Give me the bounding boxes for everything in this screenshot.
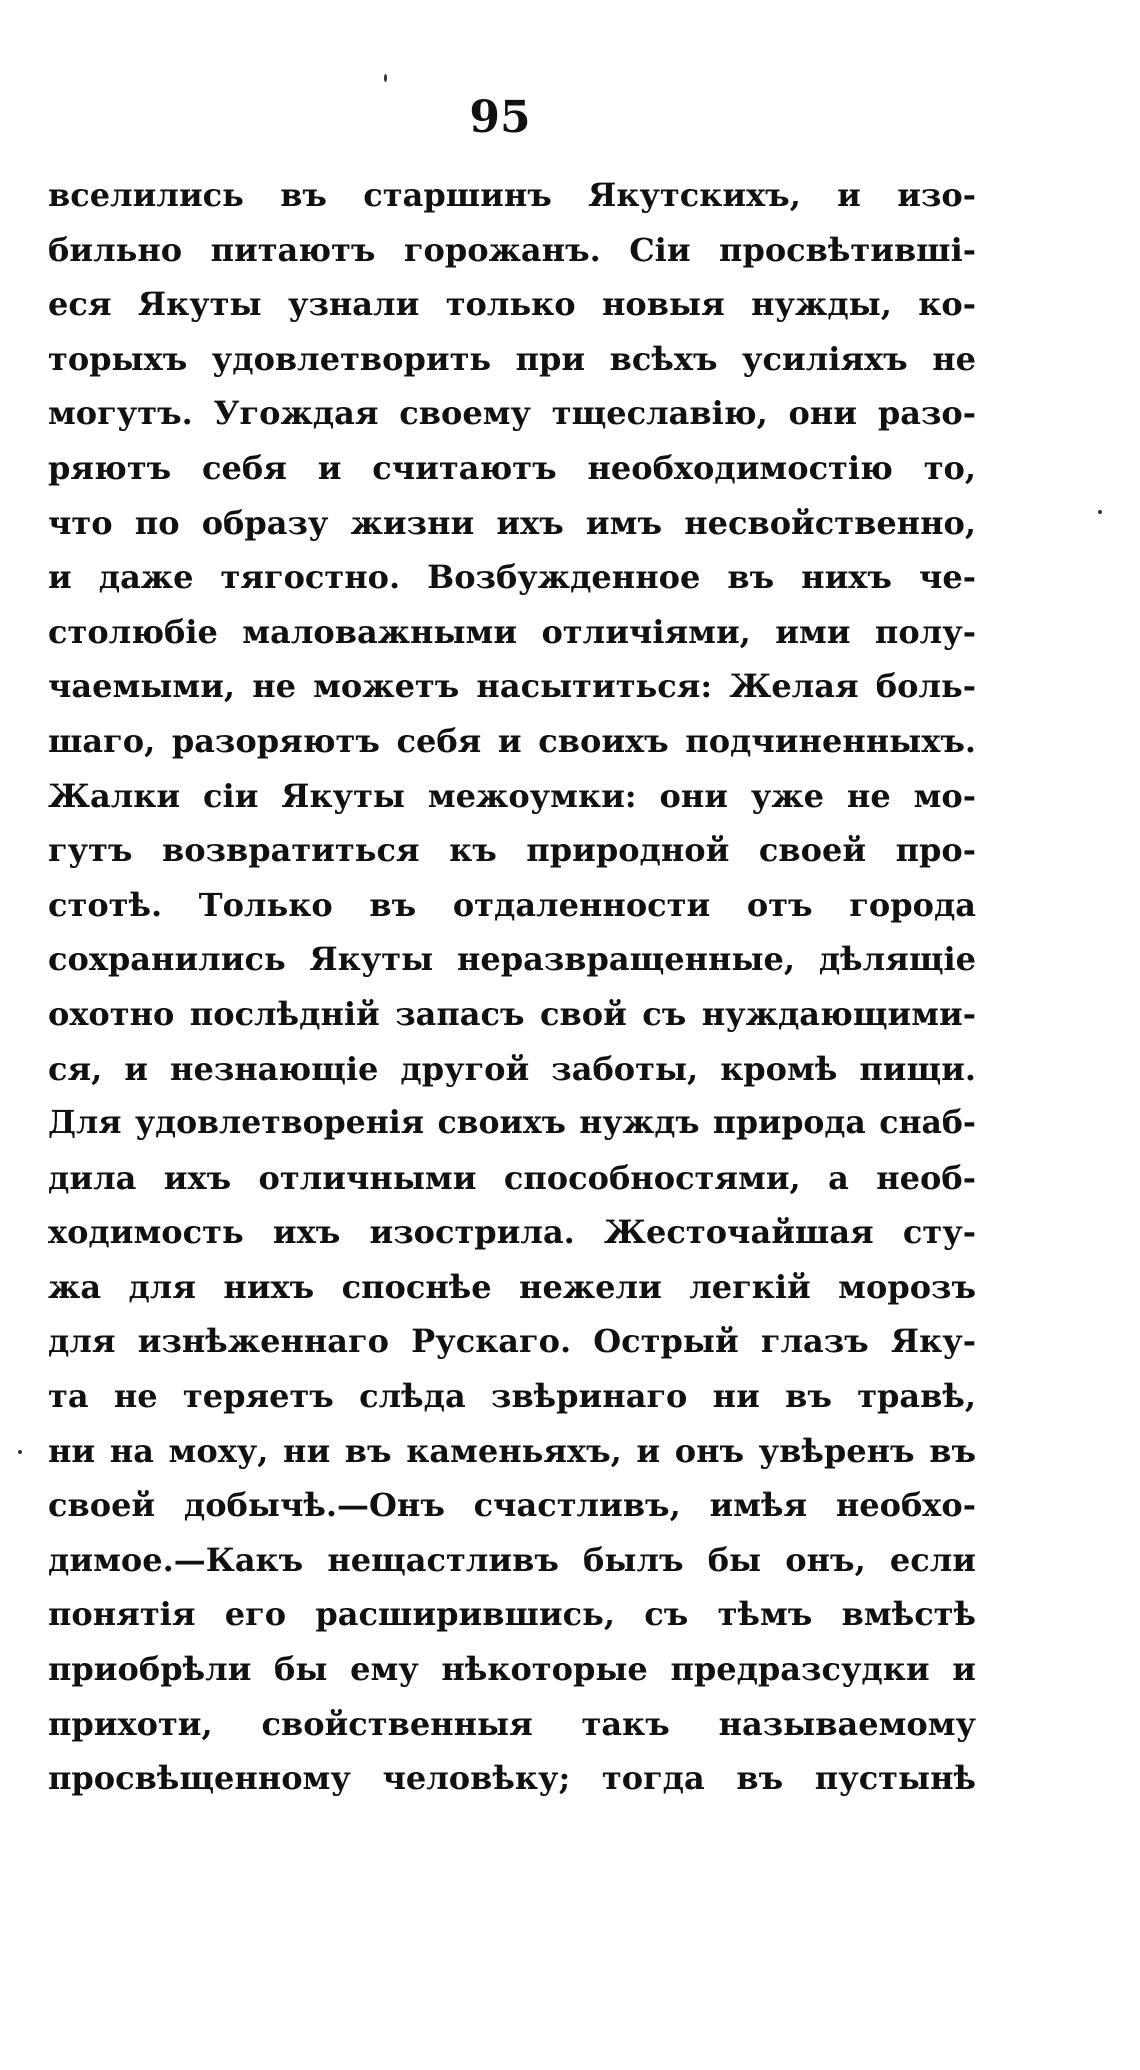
text-line: для изнѣженнаго Рускаго. Острый глазъ Яку- [48,1322,976,1361]
text-line: охотно послѣдній запасъ свой съ нуждающими- [48,994,976,1033]
text-line: Для удовлетворенія своихъ нуждъ природа снаб- [48,1104,976,1142]
text-line: и даже тягостно. Возбужденное въ нихъ че- [48,558,976,597]
text-line: прихоти, свойственныя такъ называемому [48,1704,976,1743]
text-line: своей добычѣ.—Онъ счастливъ, имѣя необхо- [48,1486,976,1525]
text-line: сохранились Якуты неразвращенные, дѣлящіе [48,940,976,979]
text-line: димое.—Какъ нещастливъ былъ бы онъ, если [48,1540,976,1579]
text-line: гутъ возвратиться къ природной своей про- [48,831,976,870]
text-line: просвѣщенному человѣку; тогда въ пустынѣ [48,1759,976,1798]
text-line: торыхъ удовлетворить при всѣхъ усиліяхъ не [48,339,976,378]
page-number: 95 [469,92,531,143]
text-line: ся, и незнающіе другой заботы, кромѣ пищи. [48,1049,976,1088]
text-line: могутъ. Угождая своему тщеславію, они разо- [48,394,976,433]
text-line: ходимость ихъ изострила. Жесточайшая сту- [48,1213,976,1252]
text-line: приобрѣли бы ему нѣкоторые предразсудки и [48,1650,976,1689]
text-line: Жалки сіи Якуты межоумки: они уже не мо- [48,776,976,815]
text-line: понятія его расширившись, съ тѣмъ вмѣстѣ [48,1595,976,1634]
text-line: та не теряетъ слѣда звѣринаго ни въ травѣ, [48,1377,976,1416]
text-line: ряютъ себя и считаютъ необходимостію то, [48,448,976,487]
text-line: дила ихъ отличными способностями, а необ- [48,1158,976,1197]
text-line: что по образу жизни ихъ имъ несвойственно, [48,503,976,542]
text-line: жа для нихъ споснѣе нежели легкій морозъ [48,1267,976,1306]
text-line: ни на моху, ни въ каменьяхъ, и онъ увѣренъ въ [48,1431,976,1470]
text-line: столюбіе маловажными отличіями, ими полу- [48,612,976,651]
text-line: еся Якуты узнали только новыя нужды, ко- [48,285,976,324]
text-line: чаемыми, не можетъ насытиться: Желая боль- [48,667,976,706]
text-line: стотѣ. Только въ отдаленности отъ города [48,885,976,924]
ink-speck [1098,510,1102,514]
body-text [48,168,976,1806]
ink-speck [384,74,387,82]
text-line: бильно питаютъ горожанъ. Сіи просвѣтивші- [48,230,976,269]
text-line: вселились въ старшинъ Якутскихъ, и изо- [48,176,976,214]
ink-speck [18,1450,22,1454]
text-line: шаго, разоряютъ себя и своихъ подчиненныхъ. [48,721,976,760]
